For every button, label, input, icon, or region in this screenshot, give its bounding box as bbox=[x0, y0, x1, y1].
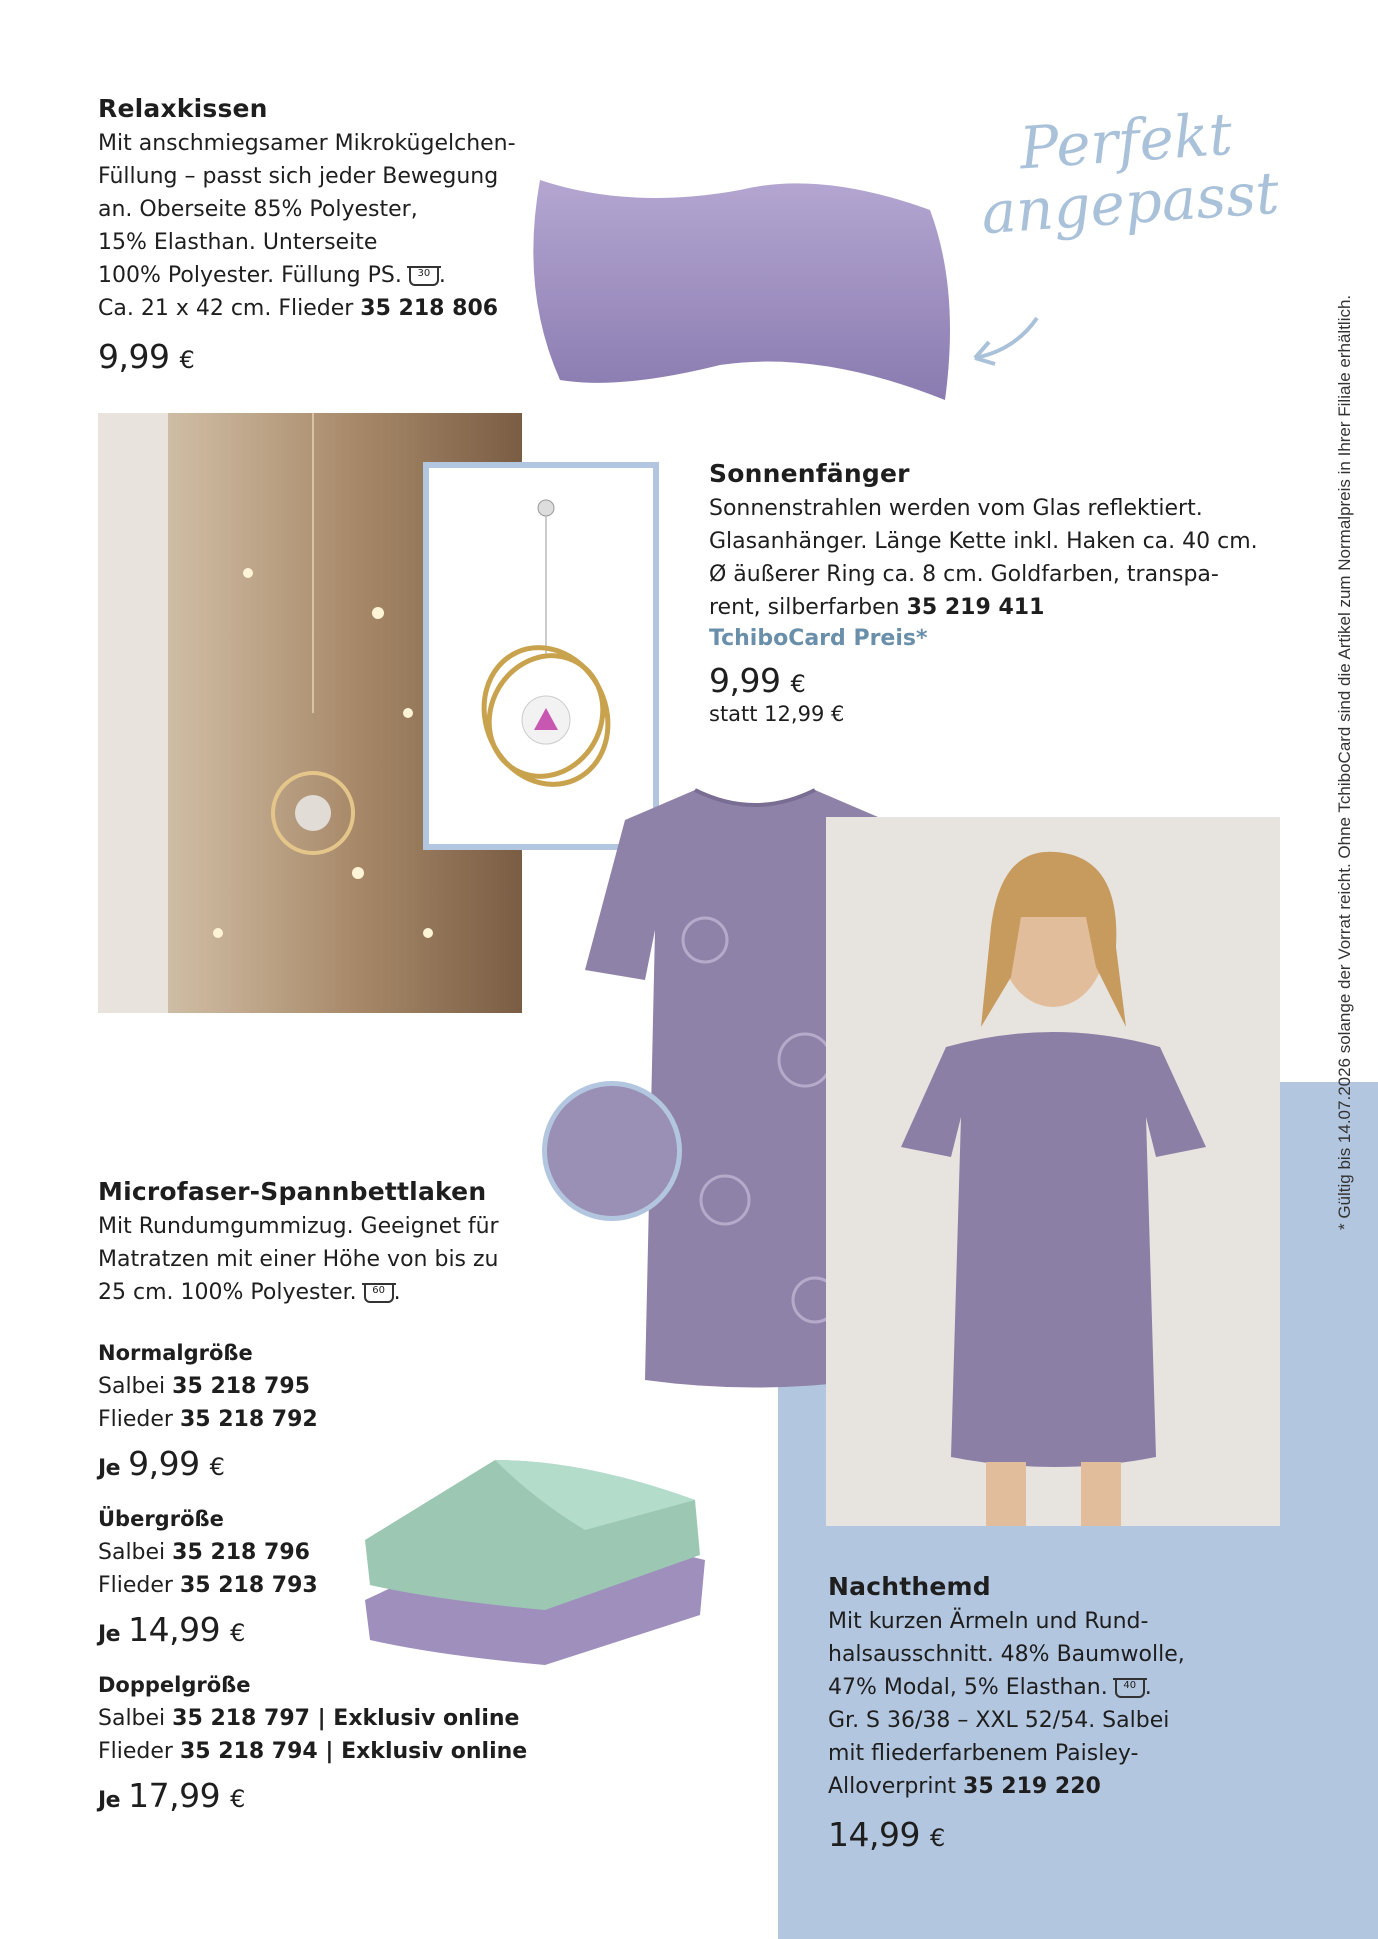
article-number: 35 218 806 bbox=[360, 296, 499, 321]
price: Je 9,99 € bbox=[98, 1444, 225, 1483]
product-title: Relaxkissen bbox=[98, 94, 268, 123]
wash-symbol-icon: 60 bbox=[364, 1283, 394, 1303]
nachthemd-block bbox=[828, 1572, 1248, 1854]
script-heading: Perfekt angepasst bbox=[979, 99, 1282, 248]
product-title: Sonnenfänger bbox=[709, 459, 910, 488]
article-number: 35 218 792 bbox=[179, 1407, 318, 1432]
size-normal: Normalgröße Salbei 35 218 795 Flieder 35 218 792 Je 9,99 € bbox=[98, 1337, 598, 1483]
relaxkissen-block bbox=[98, 94, 538, 376]
wash-symbol-icon: 30 bbox=[409, 266, 439, 286]
price: 9,99 € bbox=[98, 337, 195, 376]
size-double: Doppelgröße Salbei 35 218 797 | Exklusiv online Flieder 35 218 794 | Exklusiv online Je 17,99 € bbox=[98, 1669, 598, 1815]
product-title: Microfaser-Spannbettlaken bbox=[98, 1177, 487, 1206]
article-number: 35 218 794 bbox=[179, 1739, 318, 1764]
size-label: Normalgröße bbox=[98, 1341, 253, 1365]
price: Je 14,99 € bbox=[98, 1610, 245, 1649]
price: 14,99 € bbox=[828, 1815, 945, 1854]
size-label: Übergröße bbox=[98, 1507, 224, 1531]
product-description: Mit kurzen Ärmeln und Rund- halsausschnitt. 48% Baumwolle, 47% Modal, 5% Elasthan. 40 . Gr. S 36/38 – XXL 52/54. Salbei mit fliederfarbenem Paisley- Alloverprint 35 219 220 bbox=[828, 1609, 1185, 1799]
tchibocard-label: TchiboCard Preis* bbox=[709, 626, 928, 651]
product-description: Sonnenstrahlen werden vom Glas reflektiert. Glasanhänger. Länge Kette inkl. Haken ca. 40 cm. Ø äußerer Ring ca. 8 cm. Goldfarben, transpa- rent, silberfarben 35 219 411 bbox=[709, 496, 1258, 620]
relaxkissen-image bbox=[520, 150, 960, 420]
footnote-text: * Gültig bis 14.07.2026 solange der Vorrat reicht. Ohne TchiboCard sind die Artikel zum Normalpreis in Ihrer Filiale erhältlich. bbox=[1335, 294, 1354, 1230]
article-number: 35 219 220 bbox=[963, 1774, 1101, 1799]
old-price: statt 12,99 € bbox=[709, 702, 845, 726]
wash-symbol-icon: 40 bbox=[1115, 1678, 1145, 1698]
size-oversize: Übergröße Salbei 35 218 796 Flieder 35 218 793 Je 14,99 € bbox=[98, 1503, 598, 1649]
nachthemd-model-photo bbox=[826, 817, 1280, 1526]
spannbettlaken-image bbox=[355, 1440, 715, 1670]
sonnenfaenger-block bbox=[709, 459, 1269, 726]
article-number: 35 218 797 bbox=[172, 1706, 310, 1731]
article-number: 35 218 795 bbox=[172, 1374, 310, 1399]
price: 9,99 € bbox=[709, 661, 806, 700]
arrow-icon bbox=[965, 312, 1045, 372]
product-title: Nachthemd bbox=[828, 1572, 991, 1601]
validity-footnote bbox=[1335, 100, 1363, 1230]
article-number: 35 218 793 bbox=[179, 1573, 318, 1598]
price: Je 17,99 € bbox=[98, 1776, 245, 1815]
size-label: Doppelgröße bbox=[98, 1673, 251, 1697]
article-number: 35 219 411 bbox=[906, 595, 1045, 620]
product-description: Mit Rundumgummizug. Geeignet für Matratzen mit einer Höhe von bis zu 25 cm. 100% Polyester. 60 . bbox=[98, 1214, 499, 1305]
article-number: 35 218 796 bbox=[172, 1540, 310, 1565]
product-description: Mit anschmiegsamer Mikrokügelchen- Füllung – passt sich jeder Bewegung an. Oberseite 85% Polyester, 15% Elasthan. Unterseite 100% Polyester. Füllung PS. 30 . Ca. 21 x 42 cm. Flieder 35 218 806 bbox=[98, 131, 516, 321]
